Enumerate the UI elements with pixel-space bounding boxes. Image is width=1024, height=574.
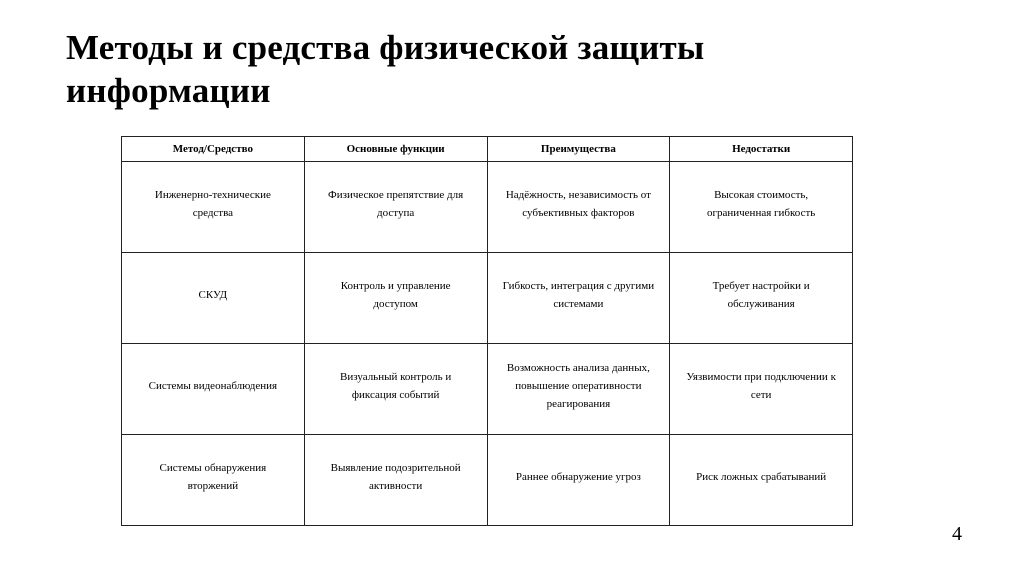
table-cell — [304, 435, 487, 526]
table-cell — [487, 435, 670, 526]
slide-title: Методы и средства физической защиты информации — [66, 28, 705, 110]
cell-text: Возможность анализа данных, повышение оперативности реагирования — [506, 362, 650, 410]
header-disadvantages: Недостатки — [670, 137, 853, 162]
cell-text: Выявление подозрительной активности — [330, 462, 461, 492]
cell-text: Риск ложных срабатываний — [696, 471, 827, 483]
cell-text: Требует настройки и обслуживания — [712, 280, 810, 310]
table-cell — [122, 253, 305, 344]
table-row — [122, 435, 853, 526]
cell-text: Физическое препятствие для доступа — [328, 189, 464, 219]
table-cell — [487, 253, 670, 344]
methods-table-container — [121, 136, 853, 525]
table-cell — [304, 253, 487, 344]
table-header-row — [122, 137, 853, 162]
table-cell — [670, 162, 853, 253]
table-cell — [122, 344, 305, 435]
table-row — [122, 344, 853, 435]
table-cell — [487, 344, 670, 435]
cell-text: Контроль и управление доступом — [340, 280, 451, 310]
table-cell — [670, 253, 853, 344]
cell-text: Уязвимости при подключении к сети — [686, 371, 836, 401]
cell-text: Системы видеонаблюдения — [148, 380, 278, 392]
table-row — [122, 162, 853, 253]
cell-text: Визуальный контроль и фиксация событий — [340, 371, 452, 401]
table-cell — [487, 162, 670, 253]
methods-table — [121, 136, 853, 526]
table-cell — [670, 344, 853, 435]
page-number: 4 — [952, 523, 962, 545]
cell-text: СКУД — [198, 289, 228, 301]
table-cell — [304, 162, 487, 253]
cell-text: Высокая стоимость, ограниченная гибкость — [706, 189, 816, 219]
table-cell — [122, 435, 305, 526]
header-advantages: Преимущества — [487, 137, 670, 162]
cell-text: Системы обнаружения вторжений — [159, 462, 267, 492]
table-row — [122, 253, 853, 344]
cell-text: Надёжность, независимость от субъективных факторов — [505, 189, 651, 219]
cell-text: Инженерно-технические средства — [154, 189, 271, 219]
header-method: Метод/Средство — [122, 137, 305, 162]
cell-text: Гибкость, интеграция с другими системами — [502, 280, 655, 310]
cell-text: Раннее обнаружение угроз — [515, 471, 641, 483]
header-functions: Основные функции — [304, 137, 487, 162]
table-cell — [670, 435, 853, 526]
table-cell — [122, 162, 305, 253]
table-cell — [304, 344, 487, 435]
